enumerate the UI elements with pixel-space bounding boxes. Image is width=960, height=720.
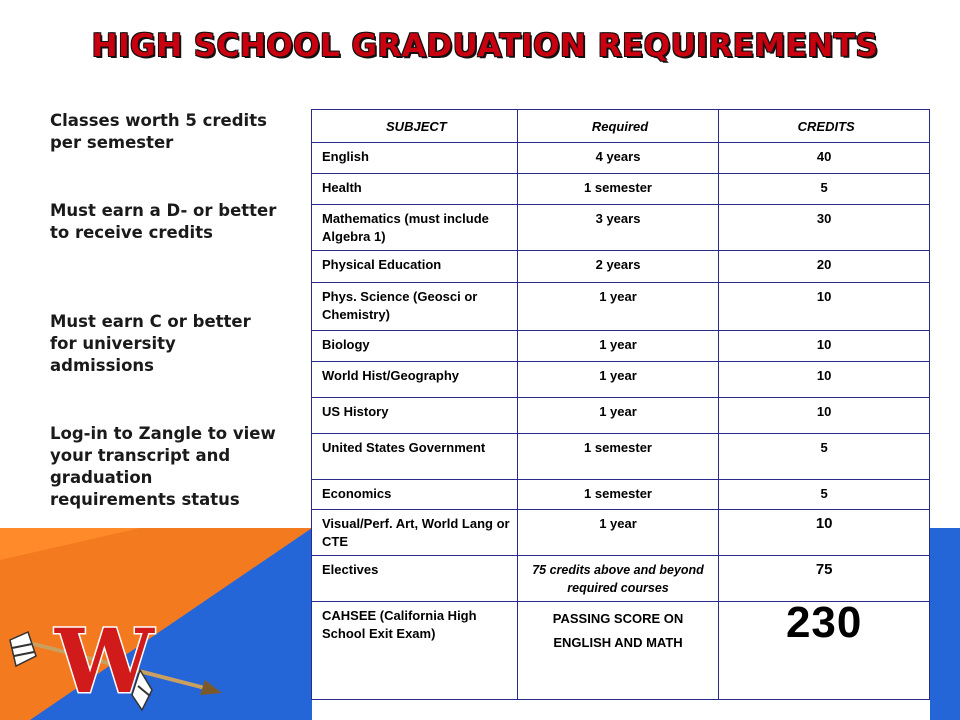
subject-cell: Biology bbox=[312, 331, 518, 362]
table-row-cahsee bbox=[312, 602, 930, 700]
logo-letter: W bbox=[55, 609, 154, 713]
table-row bbox=[312, 251, 930, 283]
credits-cell: 10 bbox=[719, 331, 930, 362]
table-header-row bbox=[312, 110, 930, 143]
required-cell: 1 year bbox=[517, 283, 719, 331]
table-row bbox=[312, 556, 930, 602]
subject-cell: English bbox=[312, 143, 518, 174]
table-row bbox=[312, 362, 930, 398]
credits-cell: 10 bbox=[719, 398, 930, 434]
required-cell: 1 semester bbox=[517, 434, 719, 480]
note-credits: Classes worth 5 credits per semester bbox=[50, 111, 267, 152]
required-cell: 1 semester bbox=[517, 174, 719, 205]
subject-cell: Physical Education bbox=[312, 251, 518, 283]
blue-right-panel bbox=[930, 528, 960, 720]
school-logo-w-arrow-icon bbox=[0, 600, 230, 720]
total-credits: 230 bbox=[719, 602, 930, 700]
subject-cell: Phys. Science (Geosci or Chemistry) bbox=[312, 283, 518, 331]
subject-cell: CAHSEE (California High School Exit Exam) bbox=[312, 602, 518, 700]
table-row bbox=[312, 480, 930, 510]
subject-cell: Economics bbox=[312, 480, 518, 510]
table-row bbox=[312, 205, 930, 251]
table-row bbox=[312, 331, 930, 362]
credits-cell: 10 bbox=[719, 510, 930, 556]
table-row bbox=[312, 434, 930, 480]
required-cell: 1 year bbox=[517, 331, 719, 362]
credits-cell: 5 bbox=[719, 480, 930, 510]
credits-cell: 75 bbox=[719, 556, 930, 602]
required-cell: 2 years bbox=[517, 251, 719, 283]
required-cell: 1 year bbox=[517, 362, 719, 398]
table-row bbox=[312, 174, 930, 205]
page-title: HIGH SCHOOL GRADUATION REQUIREMENTS bbox=[91, 28, 879, 64]
credits-cell: 5 bbox=[719, 174, 930, 205]
required-cell: 4 years bbox=[517, 143, 719, 174]
required-cell: 1 year bbox=[517, 398, 719, 434]
table-row bbox=[312, 510, 930, 556]
subject-cell: Health bbox=[312, 174, 518, 205]
note-passing-grade: Must earn a D- or better to receive credits bbox=[50, 201, 277, 242]
table-row bbox=[312, 283, 930, 331]
header-required: Required bbox=[517, 110, 719, 143]
table-row bbox=[312, 143, 930, 174]
subject-cell: United States Government bbox=[312, 434, 518, 480]
required-cell: 1 semester bbox=[517, 480, 719, 510]
required-cell: 1 year bbox=[517, 510, 719, 556]
credits-cell: 40 bbox=[719, 143, 930, 174]
cahsee-requirement-line2: ENGLISH AND MATH bbox=[553, 635, 683, 650]
subject-cell: Mathematics (must include Algebra 1) bbox=[312, 205, 518, 251]
subject-cell: Visual/Perf. Art, World Lang or CTE bbox=[312, 510, 518, 556]
required-cell: 75 credits above and beyond required courses bbox=[517, 556, 719, 602]
required-cell: 3 years bbox=[517, 205, 719, 251]
credits-cell: 10 bbox=[719, 283, 930, 331]
note-university: Must earn C or better for university admissions bbox=[50, 312, 251, 375]
credits-cell: 20 bbox=[719, 251, 930, 283]
required-cell bbox=[517, 602, 719, 700]
header-credits: CREDITS bbox=[719, 110, 930, 143]
subject-cell: World Hist/Geography bbox=[312, 362, 518, 398]
table-row bbox=[312, 398, 930, 434]
header-subject: SUBJECT bbox=[312, 110, 518, 143]
requirements-table bbox=[311, 109, 930, 700]
credits-cell: 5 bbox=[719, 434, 930, 480]
cahsee-requirement-line1: PASSING SCORE ON bbox=[552, 611, 684, 626]
credits-cell: 10 bbox=[719, 362, 930, 398]
note-zangle: Log-in to Zangle to view your transcript and graduation requirements status bbox=[50, 424, 276, 509]
credits-cell: 30 bbox=[719, 205, 930, 251]
subject-cell: US History bbox=[312, 398, 518, 434]
subject-cell: Electives bbox=[312, 556, 518, 602]
